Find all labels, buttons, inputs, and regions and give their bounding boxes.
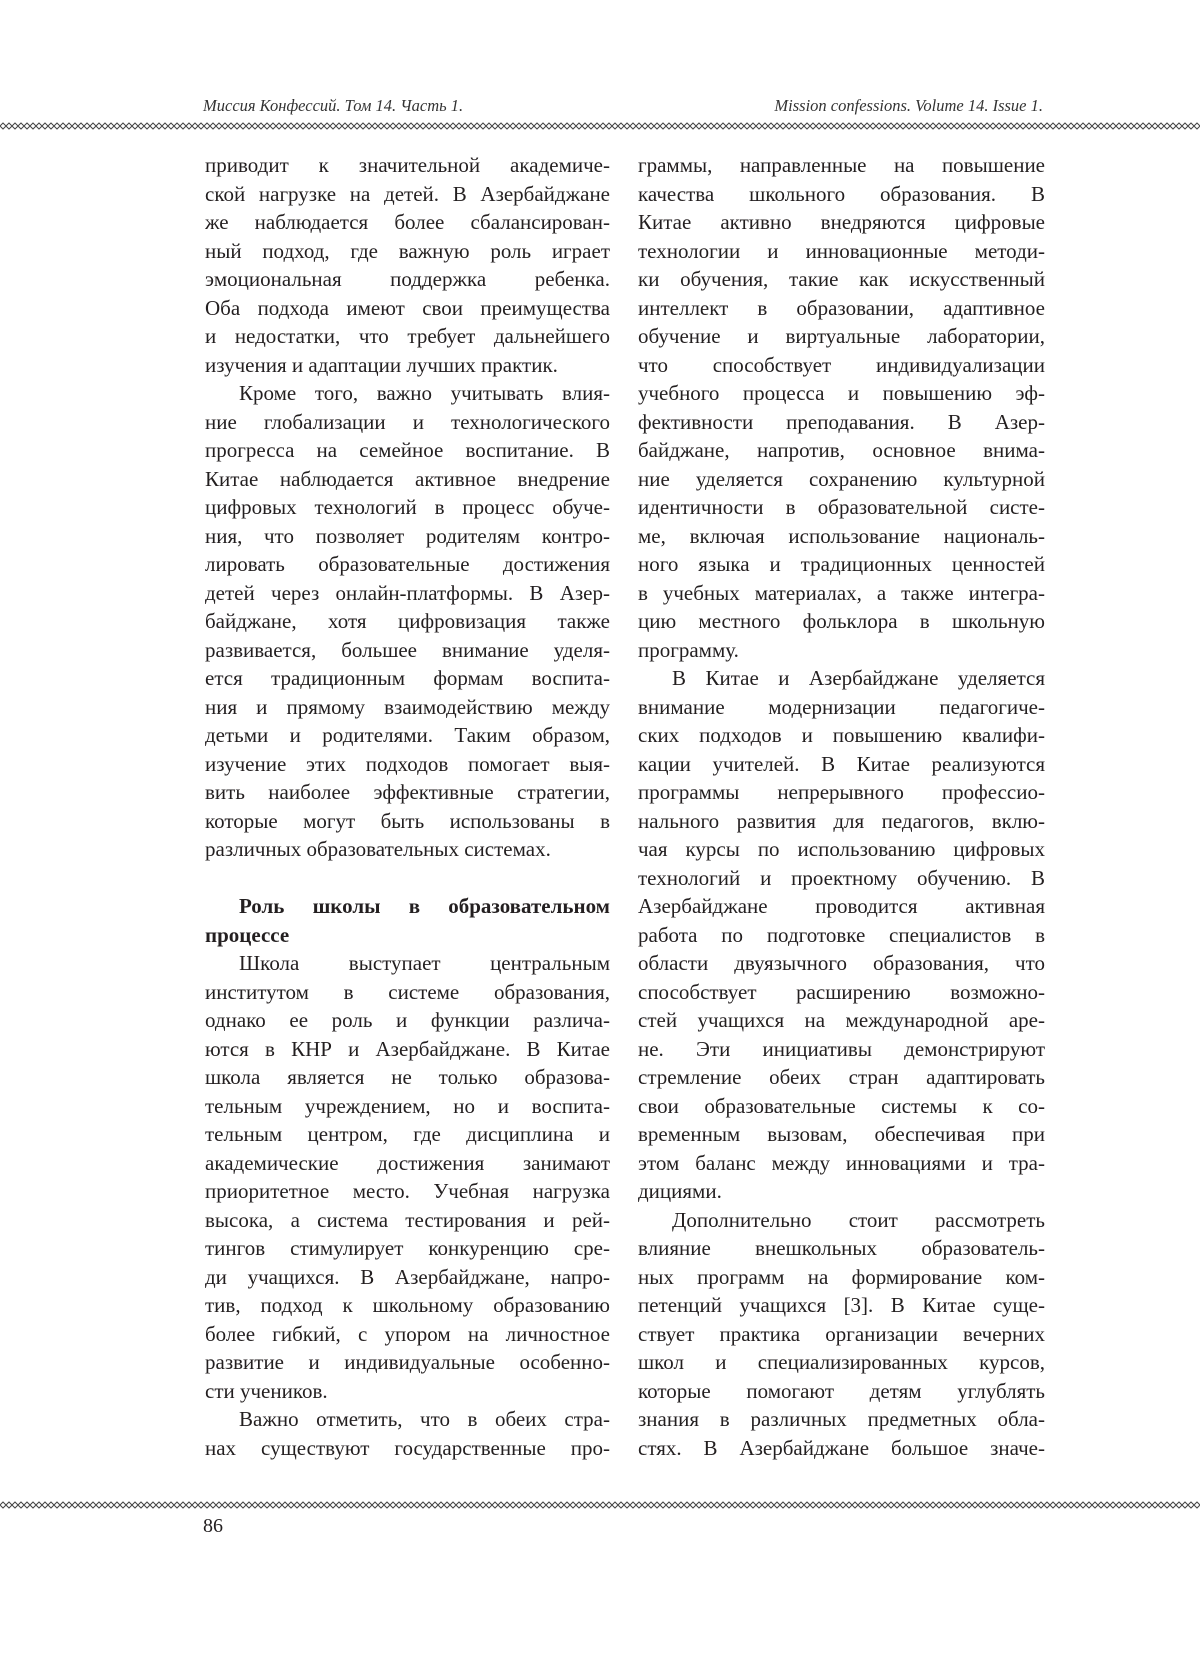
section-heading-line: процессе [205,922,290,947]
text-line: программу. [638,637,739,662]
text-line: не. Эти инициативы демонстрируют [638,1036,1045,1061]
text-line: ской нагрузке на детей. В Азербайджане [205,181,610,206]
text-line: академические достижения занимают [205,1150,610,1175]
text-line: временным вызовам, обеспечивая при [638,1122,1045,1146]
text-line: приводит к значительной академиче- [205,153,610,177]
text-line: высока, а система тестирования и рей- [205,1207,610,1232]
text-line: байджане, хотя цифровизация также [205,609,610,633]
text-line: способствует расширению возможно- [638,979,1045,1004]
text-line: тингов стимулирует конкуренцию сре- [205,1236,610,1260]
text-line: идентичности в образовательной систе- [638,495,1045,519]
text-line: ских подходов и повышению квалифи- [638,723,1045,747]
text-line: интеллект в образовании, адаптивное [638,295,1045,320]
text-line: институтом в системе образования, [205,979,610,1004]
text-line: вить наиболее эффективные стратегии, [205,780,610,804]
text-line: петенций учащихся [3]. В Китае суще- [638,1293,1045,1317]
text-line: и недостатки, что требует дальнейшего [205,324,610,348]
text-line: чая курсы по использованию цифровых [638,837,1045,861]
text-line: более гибкий, с упором на личностное [205,1321,610,1346]
running-header-left: Миссия Конфессий. Том 14. Часть 1. [203,96,464,115]
text-line: однако ее роль и функции различа- [205,1008,610,1032]
text-line: цию местного фольклора в школьную [638,609,1045,633]
text-line: граммы, направленные на повышение [638,153,1045,177]
page-number: 86 [203,1515,223,1537]
text-line: прогресса на семейное воспитание. В [205,438,610,462]
text-line: нах существуют государственные про- [205,1435,610,1460]
text-line: стремление обеих стран адаптировать [638,1065,1045,1089]
text-line: Кроме того, важно учитывать влия- [239,381,610,405]
text-line: стей учащихся на международной аре- [638,1008,1045,1032]
text-line: Важно отметить, что в обеих стра- [239,1407,610,1431]
text-line: программы непрерывного профессио- [638,780,1045,804]
text-line: развитие и индивидуальные особенно- [205,1350,610,1374]
text-line: ется традиционным формам воспита- [205,666,610,690]
text-line: которые помогают детям углублять [638,1378,1045,1403]
text-line: школа является не только образова- [205,1065,610,1089]
text-line: детей через онлайн-платформы. В Азер- [205,580,610,605]
text-line: фективности преподавания. В Азер- [638,409,1045,434]
text-line: кации учителей. В Китае реализуются [638,751,1045,776]
text-line: технологий и проектному обучению. В [638,865,1045,890]
text-line: внимание модернизации педагогиче- [638,694,1045,719]
text-line: знания в различных предметных обла- [638,1407,1045,1431]
text-line: стях. В Азербайджане большое значе- [638,1435,1045,1460]
text-line: эмоциональная поддержка ребенка. [205,267,610,291]
text-line: этом баланс между инновациями и тра- [638,1150,1045,1175]
text-line: В Китае и Азербайджане уделяется [672,666,1045,690]
text-line: качества школьного образования. В [638,181,1045,206]
text-line: сти учеников. [205,1378,328,1403]
text-line: технологии и инновационные методи- [638,238,1045,263]
text-column-left [205,151,610,1462]
text-line: свои образовательные системы к со- [638,1093,1045,1118]
text-line: лировать образовательные достижения [205,552,610,576]
text-line: ный подход, где важную роль играет [205,238,610,263]
text-line: Азербайджане проводится активная [638,894,1045,918]
text-line: цифровых технологий в процесс обуче- [205,495,610,519]
text-line: которые могут быть использованы в [205,808,610,833]
text-line: ме, включая использование националь- [638,523,1045,548]
text-line: в учебных материалах, а также интегра- [638,580,1045,605]
text-line: влияние внешкольных образователь- [638,1236,1045,1260]
text-line: ния, что позволяет родителям контро- [205,523,610,548]
text-line: детьми и родителями. Таким образом, [205,723,610,747]
text-line: ного языка и традиционных ценностей [638,552,1045,576]
text-line: Школа выступает центральным [239,951,610,975]
running-header-right: Mission confessions. Volume 14. Issue 1. [774,96,1043,115]
text-line: дициями. [638,1179,722,1203]
text-line: области двуязычного образования, что [638,951,1045,975]
text-line: байджане, напротив, основное внима- [638,438,1045,462]
section-heading-line: Роль школы в образовательном [239,894,610,918]
text-line: ние уделяется сохранению культурной [638,466,1045,491]
text-line: ются в КНР и Азербайджане. В Китае [205,1036,610,1061]
text-line: обучение и виртуальные лаборатории, [638,324,1045,348]
text-line: изучение этих подходов помогает выя- [205,751,610,776]
text-line: приоритетное место. Учебная нагрузка [205,1179,610,1203]
text-line: Дополнительно стоит рассмотреть [672,1207,1045,1232]
text-line: Китае наблюдается активное внедрение [205,466,610,491]
text-line: работа по подготовке специалистов в [638,922,1045,947]
text-line: тельным учреждением, но и воспита- [205,1093,610,1118]
text-line: что способствует индивидуализации [638,352,1045,377]
text-line: ки обучения, такие как искусственный [638,267,1045,291]
text-line: изучения и адаптации лучших практик. [205,352,558,377]
text-line: ствует практика организации вечерних [638,1321,1045,1346]
text-line: Китае активно внедряются цифровые [638,210,1045,234]
text-line: ние глобализации и технологического [205,409,610,434]
text-line: учебного процесса и повышению эф- [638,381,1045,405]
text-line: школ и специализированных курсов, [638,1350,1045,1374]
text-column-right [638,151,1045,1462]
text-line: же наблюдается более сбалансирован- [205,210,610,234]
text-line: ния и прямому взаимодействию между [205,694,610,719]
ornamental-rule-bottom [0,1501,1200,1509]
ornamental-rule-top [0,122,1200,130]
text-line: развивается, большее внимание уделя- [205,637,610,662]
text-line: ди учащихся. В Азербайджане, напро- [205,1264,610,1289]
text-line: тив, подход к школьному образованию [205,1293,610,1317]
text-line: тельным центром, где дисциплина и [205,1122,610,1146]
text-line: различных образовательных системах. [205,837,551,861]
text-line: Оба подхода имеют свои преимущества [205,295,610,320]
text-line: нального развития для педагогов, вклю- [638,808,1045,833]
text-line: ных программ на формирование ком- [638,1264,1045,1289]
